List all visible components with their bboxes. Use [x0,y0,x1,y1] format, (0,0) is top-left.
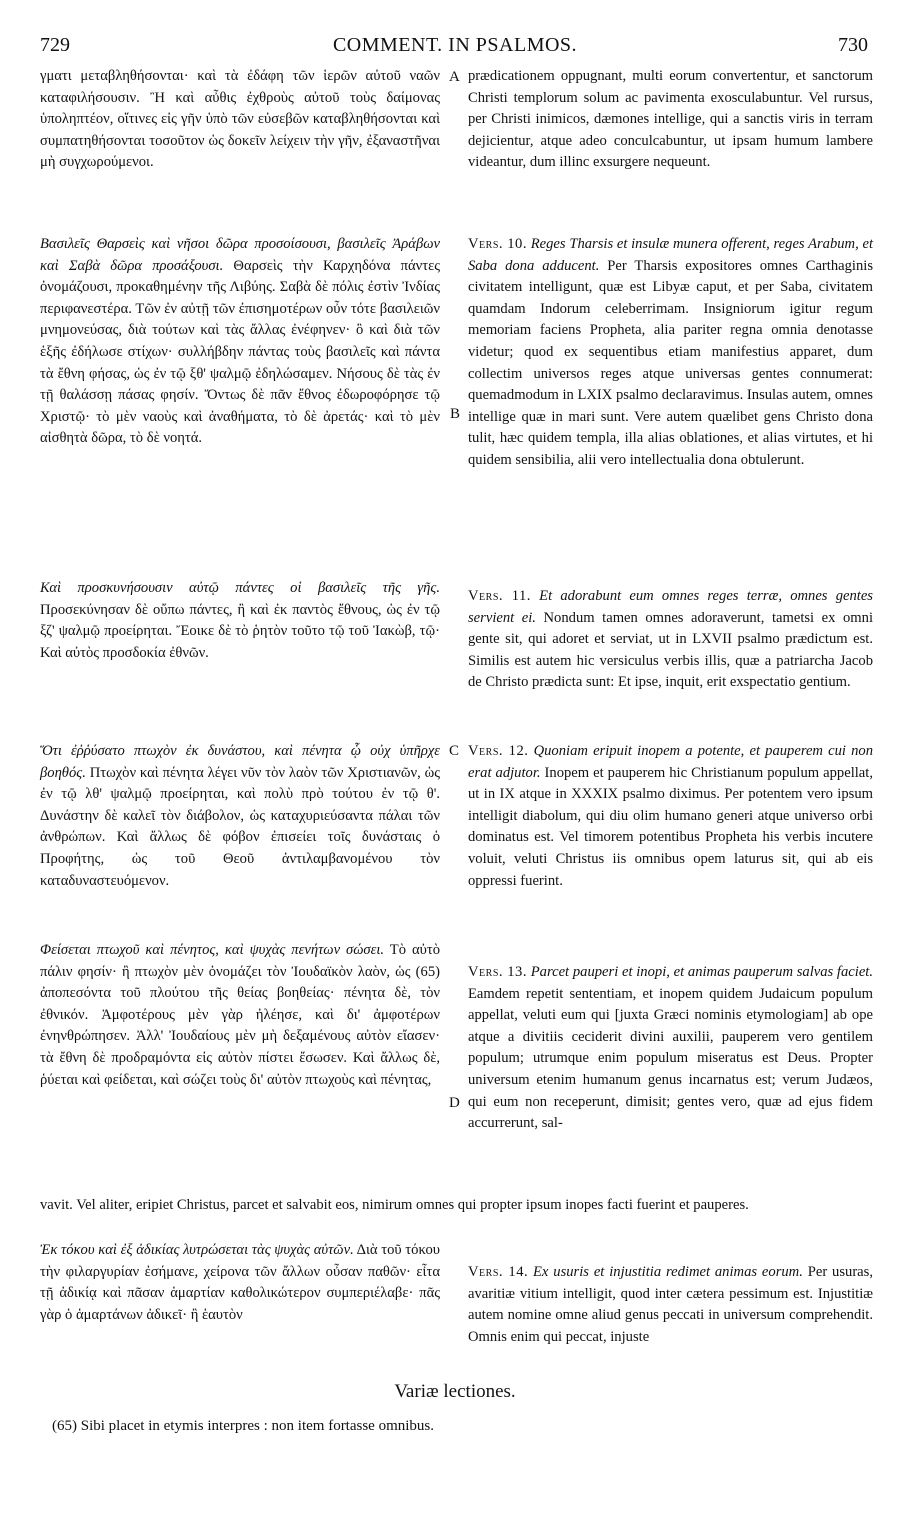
latin-paragraph: prædicationem oppugnant, multi eorum convertentur, et sanctorum Christi templorum solum ac pavimenta exosculabuntur. Vel rursus, per Christi inimicos, dæmones intellige, qui a sanctis viris in terram dejicientur, atque adeo conculcabuntur, ut ipsam humum lambere videantur, dum illinc exsurgere nequeunt. [468,68,873,171]
footnote: (65) Sibi placet in etymis interpres : non item fortasse omnibus. [52,1418,435,1434]
greek-paragraph: Βασιλεῖς Θαρσεὶς καὶ νῆσοι δῶρα προσοίσουσι, βασιλεῖς Ἀράβων καὶ Σαβὰ δῶρα προσάξουσι. Θαρσεὶς τὴν Καρχηδόνα πάντες ὀνομάζουσι, προκαθημένην τῆς Λιβύης. Σαβὰ δὲ πόλις ἐστὶν Ἰνδίας περιφανεστέρα. Τῶν ἐν αὐτῇ τῶν ἐπισημοτέρων οὖν τότε βασιλειῶν μνημονεύσας, διὰ τούτων καὶ τὰς ἄλλας ἐνέφηνεν· ὃ καὶ διὰ τῶν ἑξῆς ἐδήλωσε στίχων· συλλήβδην πάντας τοὺς βασιλεῖς καὶ πάντα τὰ ἔθνη φήσας, ὡς ἐν τῷ ξθ' ψαλμῷ ἐδηλώσαμεν. Νήσους δὲ τὰς ἐν τῇ θαλάσσῃ πάσας φησίν. Ὄντως δὲ πᾶν ἔθνος ἐδωροφόρησε τῷ Χριστῷ· τὸ μὲν ναοὺς καὶ ἀναθήματα, τὸ δὲ ἀρετάς· καὶ τὸ μὲν αἰσθητὰ δῶρα, τὸ δὲ νοητά. [40,236,440,447]
variae-lectiones-heading: Variæ lectiones. [394,1381,516,1402]
latin-paragraph: Vers. 12. Quoniam eripuit inopem a potente, et pauperem cui non erat adjutor. Inopem et pauperem hic Christianum populum appellat, ut in IX atque in XXXIX psalmo diximus. Per potentem vero ipsum intelligit diabolum, qui diu olim humano generi atque universo orbi dominatus est. Vel timorem potentibus Propheta his verbis incutere voluit, veluti Christus iis omnibus opem laturus sit, qui ab eis oppressi fuerint. [468,743,873,889]
greek-paragraph: Φείσεται πτωχοῦ καὶ πένητος, καὶ ψυχὰς πενήτων σώσει. Τὸ αὐτὸ πάλιν φησίν· ἢ πτωχὸν μὲν ὀνομάζει τὸν Ἰουδαϊκὸν λαὸν, ὡς (65) ἀποπεσόντα τοῦ πλούτου τῆς θείας βοηθείας· πένητα δὲ, τὸν ἐθνικόν. Ἀμφοτέρους μὲν γὰρ ἠλέησε, καὶ δι' ἀμφοτέρων ἐνηνθρώπησεν. Ἀλλ' Ἰουδαίους μὲν μὴ δεξαμένους αὐτὸν εἴασεν· τὰ ἔθνη δὲ προδραμόντα εἰς αὐτὸν πίστει ἔσωσεν. Καὶ ἄλλως δὲ, ῥύεται καὶ φείδεται, καὶ σώζει τοὺς δι' αὐτὸν πτωχοὺς καὶ πένητας, [40,942,440,1088]
latin-paragraph: Vers. 10. Reges Tharsis et insulæ munera offerent, reges Arabum, et Saba dona adducent. Per Tharsis expositores omnes Carthaginis civitatem intelligunt, quæ est Libyæ caput, et per Saba, civitatem quamdam Indorum celeberrimam. Insigniorum igitur regum memoriam faciens Propheta, alia pariter regna omnia denotasse videtur; quod ex sequentibus etiam manifestius apparet, dum collectim universos reges atque universas gentes connumerat: quemadmodum in LXIX psalmo declaravimus. Insulas autem, omnes intellige quæ in mari sunt. Vere autem quælibet gens Christo dona tulit, hæc quidem templa, illa alias oblationes, et alias virtutes, et hi quidem sensibilia, alii vero intellectualia dona obtulerunt. [468,236,874,468]
margin-mark-b: B [450,406,461,422]
page-number-left: 729 [40,34,70,56]
greek-paragraph: Καὶ προσκυνήσουσιν αὐτῷ πάντες οἱ βασιλεῖς τῆς γῆς. Προσεκύνησαν δὲ οὔπω πάντες, ἢ καὶ ἐκ παντὸς ἔθνους, ὡς ἐν τῷ ξζ' ψαλμῷ προείρηται. Ἔοικε δὲ τὸ ῥητὸν τοῦτο τῷ τοῦ Ἰακὼβ, τῷ· Καὶ αὐτὸς προσδοκία ἐθνῶν. [40,580,440,661]
latin-continuation: vavit. Vel aliter, eripiet Christus, parcet et salvabit eos, nimirum omnes qui propter ipsum inopes facti fuerint et pauperes. [40,1197,749,1213]
greek-paragraph: Ἐκ τόκου καὶ ἐξ ἀδικίας λυτρώσεται τὰς ψυχὰς αὐτῶν. Διὰ τοῦ τόκου τὴν φιλαργυρίαν ἐσήμανε, χείρονα τῶν ἄλλων οὖσαν παθῶν· εἶτα τῇ ἀδικίᾳ καὶ πᾶσαν ἁμαρτίαν καθολικώτερον συμπεριέλαβε· πᾶς γὰρ ὁ ἁμαρτάνων ἀδικεῖ· ἢ ἑαυτὸν [40,1242,440,1323]
greek-paragraph: Ὅτι ἐῤῥύσατο πτωχὸν ἐκ δυνάστου, καὶ πένητα ᾧ οὐχ ὑπῆρχε βοηθός. Πτωχὸν καὶ πένητα λέγει νῦν τὸν λαὸν τῶν Χριστιανῶν, ὡς ἐν τῷ λθ' ψαλμῷ προείρηται, καὶ πολὺ πρὸ τούτου ἐν τῷ θ'. Δυνάστην δὲ καλεῖ τὸν διάβολον, ὡς καταχυριεύσαντα πάλαι τῶν ἀνθρώπων. Καὶ ἄλλως δὲ φόβον ἐπισείει τοῖς δυνάσταις ὁ Προφήτης, ὡς τοῦ Θεοῦ ἀντιλαμβανομένου τὸν καταδυναστευόμενον. [40,743,440,889]
greek-paragraph: γματι μεταβληθήσονται· καὶ τὰ ἐδάφη τῶν ἱερῶν αὐτοῦ ναῶν καταφιλήσουσιν. Ἢ καὶ αὖθις ἐχθροὺς αὐτοῦ τοὺς δαίμονας ὑποληπτέον, οἵτινες εἰς γῆν ὑπὸ τῶν εὐσεβῶν καταβληθήσονται καὶ συμπατηθήσονται τοσοῦτον ὡς δοκεῖν λείχειν τὴν γῆν, ἐξαναστῆναι μὴ συγχωρούμενοι. [40,68,440,171]
latin-paragraph: Vers. 13. Parcet pauperi et inopi, et animas pauperum salvas faciet. Eamdem repetit sententiam, et inopem quidem Judaicum populum appellat, veluti eum qui [juxta Græci nominis etymologiam] ab ope atque a divitiis ceciderit divini auxilii, pauperem vero gentilem populum; utrumque enim populum miseratus est Deus. Propter universum etenim humanum genus incarnatus est; verum Judæos, qui eum non receperunt, dimisit; gentes vero, quæ ad ejus fidem accurrerunt, sal- [468,964,874,1132]
latin-paragraph: Vers. 14. Ex usuris et injustitia redimet animas eorum. Per usuras, avaritiæ vitium intelligit, quod inter cætera pessimum est. Injustitiæ autem nomine omne aliud genus peccati in universum comprehendit. Omnis enim qui peccat, injuste [468,1264,873,1345]
latin-paragraph: Vers. 11. Et adorabunt eum omnes reges terræ, omnes gentes servient ei. Nondum tamen omnes adoraverunt, tametsi ex omni gente sit, qui adoret et serviat, ut in LXVII psalmo prædictum est. Similis est autem hic versiculus verbis illis, quæ a patriarcha Jacob de Christo prædicta sunt: Et ipse, inquit, erit exspectatio gentium. [468,588,874,691]
margin-mark-a: A [449,69,460,85]
running-title: COMMENT. IN PSALMOS. [332,34,578,56]
page-number-right: 730 [838,34,868,56]
margin-mark-c: C [449,743,460,759]
margin-mark-d: D [449,1095,460,1111]
running-header [0,34,910,62]
